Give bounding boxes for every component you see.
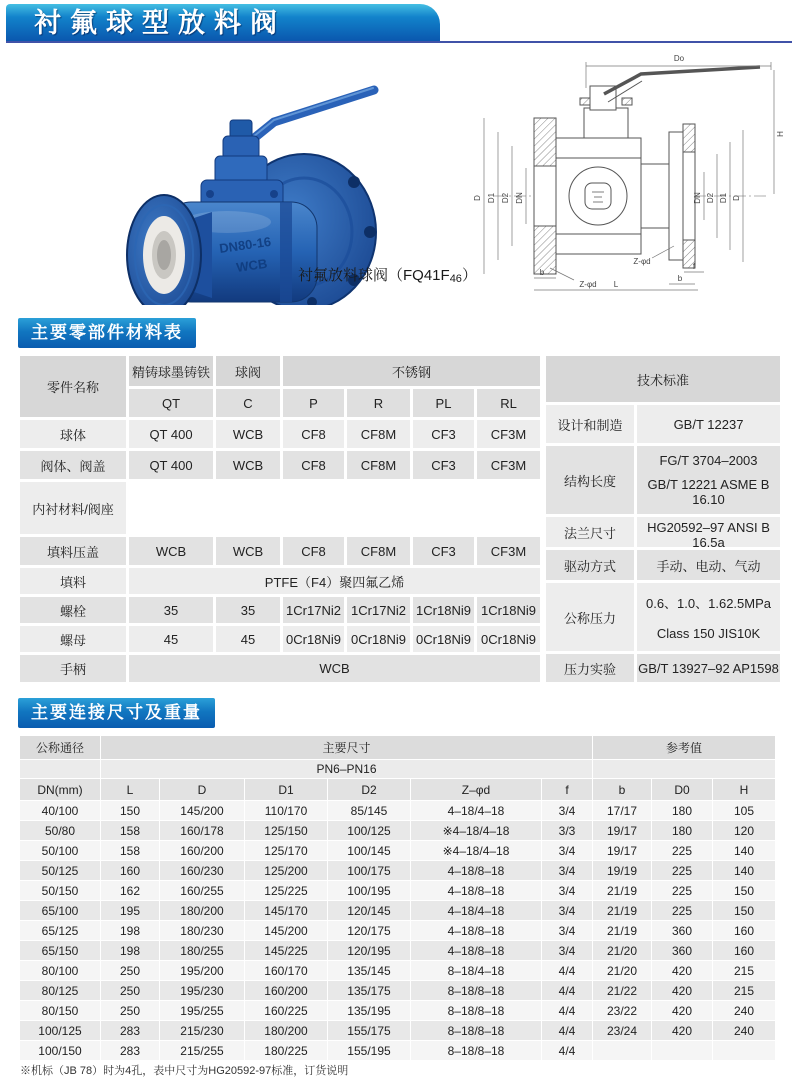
value-cell: 420 — [652, 1001, 712, 1020]
value-cell: 4/4 — [542, 961, 592, 980]
value-cell: 215/255 — [160, 1041, 244, 1060]
col-header: 球阀 — [216, 356, 280, 386]
value-cell: 21/20 — [593, 961, 651, 980]
value-cell: 250 — [101, 961, 159, 980]
value-cell: 8–18/8–18 — [411, 1021, 541, 1040]
value-cell: 0Cr18Ni9 — [283, 626, 344, 652]
col-header: 参考值 — [593, 736, 775, 759]
value-cell: 155/195 — [328, 1041, 410, 1060]
value-line: FG/T 3704–2003 — [659, 453, 758, 469]
value-cell: 360 — [652, 941, 712, 960]
value-cell: 225 — [652, 841, 712, 860]
value-cell: 120/145 — [328, 901, 410, 920]
value-cell: QT 400 — [129, 451, 213, 479]
dim-label-f: f — [692, 262, 696, 271]
dim-label-h: H — [776, 131, 785, 137]
col-header: f — [542, 779, 592, 800]
value-cell: 4/4 — [542, 1021, 592, 1040]
row-label: 结构长度 — [546, 446, 634, 514]
value-cell: 180/200 — [160, 901, 244, 920]
col-header: 公称通径 — [20, 736, 100, 759]
caption-subscript: 46 — [449, 273, 462, 285]
value-cell: 40/100 — [20, 801, 100, 820]
valve-mark-dn: DN80-16 — [218, 233, 272, 256]
value-cell: WCB — [129, 537, 213, 565]
row-label: 阀体、阀盖 — [20, 451, 126, 479]
value-cell — [593, 1041, 651, 1060]
value-cell: 23/22 — [593, 1001, 651, 1020]
value-cell: 65/125 — [20, 921, 100, 940]
value-cell: 1Cr18Ni9 — [477, 597, 540, 623]
value-line: HG20592–97 ANSI B 16.5a — [647, 520, 770, 550]
value-cell: 160/170 — [245, 961, 327, 980]
value-cell: 195/200 — [160, 961, 244, 980]
page-title: 衬氟球型放料阀 — [34, 8, 286, 38]
value-cell: 3/4 — [542, 881, 592, 900]
valve-left-flange — [127, 195, 201, 305]
value-cell: 80/150 — [20, 1001, 100, 1020]
col-header: b — [593, 779, 651, 800]
value-cell — [637, 517, 780, 550]
value-cell: 19/19 — [593, 861, 651, 880]
value-cell: WCB — [216, 451, 280, 479]
col-header: R — [347, 389, 410, 417]
caption-text: 衬氟放料球阀（FQ41F — [298, 267, 450, 284]
value-cell: 140 — [713, 841, 775, 860]
value-cell: CF3M — [477, 451, 540, 479]
col-header: P — [283, 389, 344, 417]
col-header: D1 — [245, 779, 327, 800]
value-cell: 155/175 — [328, 1021, 410, 1040]
value-cell: CF3 — [413, 420, 474, 448]
value-cell: 0Cr18Ni9 — [347, 626, 410, 652]
value-cell: 215 — [713, 981, 775, 1000]
caption-close: ） — [461, 267, 477, 284]
value-cell: 420 — [652, 961, 712, 980]
value-cell: 180 — [652, 821, 712, 840]
value-cell: 4–18/4–18 — [411, 901, 541, 920]
value-cell: 17/17 — [593, 801, 651, 820]
value-cell: QT 400 — [129, 420, 213, 448]
value-cell: 140 — [713, 861, 775, 880]
dim-label-l: L — [613, 280, 619, 289]
col-header: L — [101, 779, 159, 800]
value-cell: CF8M — [347, 537, 410, 565]
row-label: 设计和制造 — [546, 405, 634, 443]
value-cell: 100/125 — [20, 1021, 100, 1040]
value-cell — [713, 1041, 775, 1060]
value-cell: 8–18/8–18 — [411, 981, 541, 1000]
pn-band — [593, 760, 775, 778]
value-cell: 4/4 — [542, 1041, 592, 1060]
col-header: Z–φd — [411, 779, 541, 800]
pn-band: PN6–PN16 — [101, 760, 592, 778]
value-line: 0.6、1.0、1.62.5MPa — [645, 596, 772, 611]
value-cell: 100/145 — [328, 841, 410, 860]
value-cell: 160/200 — [245, 981, 327, 1000]
row-label: 填料 — [20, 568, 126, 594]
value-cell: 160/178 — [160, 821, 244, 840]
row-label: 手柄 — [20, 655, 126, 682]
value-cell: 50/150 — [20, 881, 100, 900]
value-cell: 21/22 — [593, 981, 651, 1000]
col-header: D — [160, 779, 244, 800]
value-cell: 145/200 — [245, 921, 327, 940]
row-label: 压力实验 — [546, 654, 634, 682]
value-cell: 80/100 — [20, 961, 100, 980]
valve-technical-drawing — [436, 46, 794, 304]
value-line: GB/T 13927–92 AP1598 — [638, 660, 779, 676]
value-cell: 65/150 — [20, 941, 100, 960]
value-cell: 4–18/8–18 — [411, 921, 541, 940]
value-cell: 150 — [713, 901, 775, 920]
value-cell: 21/19 — [593, 921, 651, 940]
value-cell: 125/200 — [245, 861, 327, 880]
value-cell: 160/255 — [160, 881, 244, 900]
value-cell: 120/175 — [328, 921, 410, 940]
col-header: 精铸球墨铸铁 — [129, 356, 213, 386]
materials-table — [20, 356, 540, 682]
value-cell: 135/175 — [328, 981, 410, 1000]
value-cell — [637, 446, 780, 514]
value-cell: 3/4 — [542, 941, 592, 960]
value-cell: 50/100 — [20, 841, 100, 860]
value-cell: 145/200 — [160, 801, 244, 820]
value-cell: PTFE（F4）聚四氟乙烯 — [129, 568, 540, 594]
row-label: 驱动方式 — [546, 550, 634, 580]
dim-label-d1-right: D1 — [719, 192, 728, 204]
value-cell: 3/4 — [542, 901, 592, 920]
value-cell: 145/225 — [245, 941, 327, 960]
value-cell: 100/150 — [20, 1041, 100, 1060]
value-cell: 35 — [129, 597, 213, 623]
value-cell: 160 — [101, 861, 159, 880]
col-header: PL — [413, 389, 474, 417]
value-cell: 23/24 — [593, 1021, 651, 1040]
col-header: D0 — [652, 779, 712, 800]
value-cell: 198 — [101, 921, 159, 940]
row-label: 螺栓 — [20, 597, 126, 623]
value-cell: 240 — [713, 1021, 775, 1040]
footnote: ※机标（JB 78）时为4孔，表中尺寸为HG20592-97标准，订货说明 — [20, 1065, 349, 1077]
pn-band — [20, 760, 100, 778]
dim-label-dn-right: DN — [693, 192, 702, 204]
value-cell: 158 — [101, 821, 159, 840]
col-header: QT — [129, 389, 213, 417]
value-cell: 180 — [652, 801, 712, 820]
title-underline — [6, 41, 792, 43]
value-cell: 8–18/8–18 — [411, 1041, 541, 1060]
value-cell: 4–18/8–18 — [411, 881, 541, 900]
value-cell: 135/145 — [328, 961, 410, 980]
value-cell: 160 — [713, 941, 775, 960]
valve-mark-wcb: WCB — [235, 255, 269, 275]
value-cell: 215 — [713, 961, 775, 980]
col-header: 零件名称 — [20, 356, 126, 417]
section-header-materials: 主要零部件材料表 — [18, 318, 196, 348]
value-cell: 125/150 — [245, 821, 327, 840]
row-label: 公称压力 — [546, 583, 634, 651]
value-cell: 198 — [101, 941, 159, 960]
col-header: 不锈钢 — [283, 356, 540, 386]
value-line: 手动、电动、气动 — [656, 558, 761, 574]
value-cell: 160 — [713, 921, 775, 940]
drawing-body — [494, 67, 768, 274]
value-cell: CF8M — [347, 420, 410, 448]
value-cell — [652, 1041, 712, 1060]
value-cell: WCB — [129, 655, 540, 682]
section-header-dimensions: 主要连接尺寸及重量 — [18, 698, 215, 728]
value-cell: 21/19 — [593, 881, 651, 900]
value-cell: 225 — [652, 861, 712, 880]
dim-label-dn-left: DN — [515, 192, 524, 204]
col-header: D2 — [328, 779, 410, 800]
value-cell — [637, 583, 780, 651]
value-cell: 4–18/4–18 — [411, 801, 541, 820]
value-cell: 162 — [101, 881, 159, 900]
value-cell: 85/145 — [328, 801, 410, 820]
dim-label-do: Do — [673, 54, 685, 63]
value-cell: CF8 — [283, 537, 344, 565]
value-cell: 0Cr18Ni9 — [413, 626, 474, 652]
value-line: GB/T 12237 — [673, 416, 744, 432]
value-cell: 160/225 — [245, 1001, 327, 1020]
col-header: DN(mm) — [20, 779, 100, 800]
dim-label-d2-left: D2 — [501, 192, 510, 204]
value-cell: 180/225 — [245, 1041, 327, 1060]
page-title-banner — [6, 4, 440, 41]
dim-label-d1-left: D1 — [487, 192, 496, 204]
value-cell: 120/195 — [328, 941, 410, 960]
value-cell: 3/4 — [542, 841, 592, 860]
dim-label-b-right: b — [677, 274, 683, 283]
value-cell: CF3 — [413, 451, 474, 479]
value-cell: 215/230 — [160, 1021, 244, 1040]
value-cell: ※4–18/4–18 — [411, 841, 541, 860]
col-header: 主要尺寸 — [101, 736, 592, 759]
value-cell: 158 — [101, 841, 159, 860]
dim-label-d-left: D — [473, 195, 482, 201]
value-cell: 195/230 — [160, 981, 244, 1000]
col-header: RL — [477, 389, 540, 417]
value-cell: CF8 — [283, 420, 344, 448]
value-cell: 4/4 — [542, 981, 592, 1000]
value-cell: 45 — [216, 626, 280, 652]
value-cell: 135/195 — [328, 1001, 410, 1020]
value-cell: 125/170 — [245, 841, 327, 860]
row-label: 螺母 — [20, 626, 126, 652]
value-cell: 110/170 — [245, 801, 327, 820]
value-cell: 3/4 — [542, 801, 592, 820]
value-cell: 4/4 — [542, 1001, 592, 1020]
dim-label-b-left: b — [539, 268, 545, 277]
value-cell: 125/225 — [245, 881, 327, 900]
value-cell: CF8 — [283, 451, 344, 479]
value-cell: 65/100 — [20, 901, 100, 920]
value-cell: 1Cr17Ni2 — [347, 597, 410, 623]
value-cell: CF3M — [477, 420, 540, 448]
col-header: H — [713, 779, 775, 800]
value-cell: 180/200 — [245, 1021, 327, 1040]
value-cell: 250 — [101, 1001, 159, 1020]
value-cell: 4–18/8–18 — [411, 861, 541, 880]
value-cell: CF8M — [347, 451, 410, 479]
value-cell: 50/80 — [20, 821, 100, 840]
value-cell: 1Cr18Ni9 — [413, 597, 474, 623]
dim-label-zphid-1: Z-φd — [579, 280, 597, 289]
value-cell — [129, 482, 540, 534]
value-cell: 1Cr17Ni2 — [283, 597, 344, 623]
value-cell: 420 — [652, 1021, 712, 1040]
value-cell: 240 — [713, 1001, 775, 1020]
value-cell: 180/230 — [160, 921, 244, 940]
value-cell: 283 — [101, 1021, 159, 1040]
value-cell: 195 — [101, 901, 159, 920]
value-line: Class 150 JIS10K — [656, 626, 761, 641]
value-cell: 3/4 — [542, 861, 592, 880]
value-cell: 80/125 — [20, 981, 100, 1000]
row-label: 球体 — [20, 420, 126, 448]
value-cell: 225 — [652, 901, 712, 920]
value-cell: 50/125 — [20, 861, 100, 880]
value-cell: 160/230 — [160, 861, 244, 880]
value-cell — [637, 405, 780, 443]
value-cell: 150 — [101, 801, 159, 820]
value-cell: 360 — [652, 921, 712, 940]
value-cell: WCB — [216, 537, 280, 565]
row-label: 内衬材料/阀座 — [20, 482, 126, 534]
value-cell: 45 — [129, 626, 213, 652]
value-cell: 283 — [101, 1041, 159, 1060]
value-cell: 225 — [652, 881, 712, 900]
value-cell: 4–18/8–18 — [411, 941, 541, 960]
value-cell: 180/255 — [160, 941, 244, 960]
value-cell: 105 — [713, 801, 775, 820]
dimensions-table — [20, 736, 775, 1060]
value-cell: CF3 — [413, 537, 474, 565]
value-cell: 420 — [652, 981, 712, 1000]
value-line: GB/T 12221 ASME B 16.10 — [647, 476, 770, 507]
value-cell — [637, 550, 780, 580]
value-cell: 120 — [713, 821, 775, 840]
value-cell: 35 — [216, 597, 280, 623]
value-cell: 100/195 — [328, 881, 410, 900]
value-cell: 19/17 — [593, 841, 651, 860]
value-cell: 195/255 — [160, 1001, 244, 1020]
photo-caption — [298, 264, 477, 285]
row-label: 填料压盖 — [20, 537, 126, 565]
value-cell: 0Cr18Ni9 — [477, 626, 540, 652]
dim-label-d-right: D — [732, 195, 741, 201]
value-cell: 150 — [713, 881, 775, 900]
value-cell: WCB — [216, 420, 280, 448]
standards-table — [546, 356, 780, 682]
col-header: C — [216, 389, 280, 417]
value-cell: 100/125 — [328, 821, 410, 840]
value-cell: ※4–18/4–18 — [411, 821, 541, 840]
value-cell: 21/19 — [593, 901, 651, 920]
row-label: 法兰尺寸 — [546, 517, 634, 547]
value-cell: 8–18/4–18 — [411, 961, 541, 980]
value-cell: 19/17 — [593, 821, 651, 840]
value-cell: 8–18/8–18 — [411, 1001, 541, 1020]
value-cell: 145/170 — [245, 901, 327, 920]
value-cell: 160/200 — [160, 841, 244, 860]
value-cell: CF3M — [477, 537, 540, 565]
value-cell: 3/4 — [542, 921, 592, 940]
value-cell: 100/175 — [328, 861, 410, 880]
value-cell: 3/3 — [542, 821, 592, 840]
dim-label-zphid-2: Z-φd — [633, 257, 651, 266]
col-header: 技术标准 — [546, 356, 780, 402]
value-cell: 250 — [101, 981, 159, 1000]
value-cell: 21/20 — [593, 941, 651, 960]
dim-label-d2-right: D2 — [706, 192, 715, 204]
value-cell — [637, 654, 780, 682]
